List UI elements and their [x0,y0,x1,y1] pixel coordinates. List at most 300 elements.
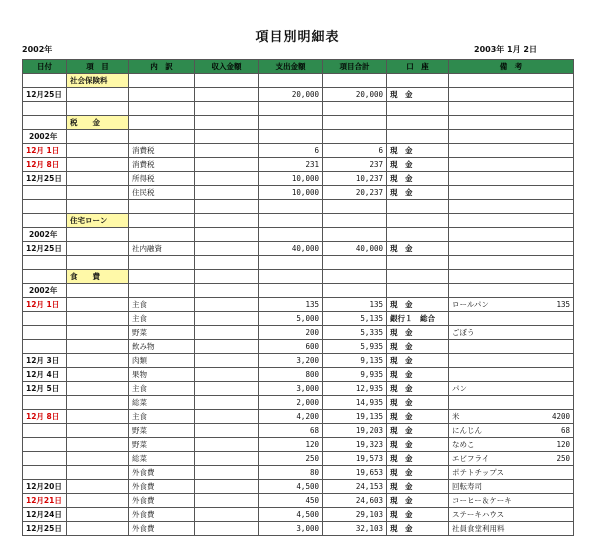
cell-empty [259,214,323,228]
expense-cell: 450 [259,494,323,508]
cell-empty [195,214,259,228]
date-cell: 12月20日 [23,480,67,494]
table-row [23,522,574,536]
detail-cell: 主食 [129,410,195,424]
total-cell: 40,000 [323,242,387,256]
date-cell: 12月 1日 [23,144,67,158]
cell-empty [259,284,323,298]
account-cell: 現 金 [387,522,449,536]
expense-cell: 40,000 [259,242,323,256]
print-date: 2003年 1月 2日 [474,45,537,54]
item-cell [67,396,129,410]
date-cell: 12月25日 [23,172,67,186]
date-cell: 12月25日 [23,522,67,536]
col-header-note: 備 考 [449,60,574,74]
account-cell: 現 金 [387,452,449,466]
note-text: ロールパン [452,300,489,309]
cell-empty [259,102,323,116]
account-cell: 現 金 [387,242,449,256]
total-cell: 19,653 [323,466,387,480]
total-cell: 10,237 [323,172,387,186]
table-row [23,354,574,368]
account-cell: 現 金 [387,172,449,186]
cell-empty [23,74,67,88]
income-cell [195,312,259,326]
detail-cell: 外食費 [129,494,195,508]
cell-empty [195,130,259,144]
total-cell: 12,935 [323,382,387,396]
income-cell [195,354,259,368]
table-row [23,466,574,480]
date-cell: 12月 5日 [23,382,67,396]
account-cell: 現 金 [387,354,449,368]
income-cell [195,466,259,480]
cell-empty [67,256,129,270]
expense-cell: 4,500 [259,508,323,522]
account-cell: 現 金 [387,298,449,312]
account-cell: 現 金 [387,438,449,452]
cell-empty [449,256,574,270]
cell-empty [195,228,259,242]
cell-empty [387,256,449,270]
note-cell [449,466,574,480]
expense-cell: 10,000 [259,172,323,186]
item-cell [67,494,129,508]
category-row [23,74,574,88]
table-row [23,88,574,102]
note-amount: 4200 [551,412,570,421]
note-text: 社員食堂利用料 [452,524,505,533]
year-cell: 2002年 [23,228,67,242]
detail-cell: 消費税 [129,158,195,172]
income-cell [195,382,259,396]
expense-cell: 231 [259,158,323,172]
cell-empty [67,102,129,116]
cell-empty [23,116,67,130]
item-cell [67,354,129,368]
cell-empty [259,74,323,88]
cell-empty [323,284,387,298]
detail-cell: 野菜 [129,438,195,452]
date-cell [23,340,67,354]
table-row [23,172,574,186]
item-cell [67,298,129,312]
date-cell: 12月 4日 [23,368,67,382]
cell-empty [323,116,387,130]
account-cell: 現 金 [387,382,449,396]
cell-empty [129,102,195,116]
cell-empty [259,228,323,242]
note-cell [449,158,574,172]
note-cell [449,480,574,494]
ledger-table [22,59,574,536]
total-cell: 9,135 [323,354,387,368]
note-text: ポテトチップス [452,468,504,477]
account-cell: 現 金 [387,144,449,158]
note-text: なめこ [452,440,475,449]
date-cell [23,186,67,200]
cell-empty [67,200,129,214]
table-row [23,410,574,424]
cell-empty [129,228,195,242]
col-header-date: 日付 [23,60,67,74]
cell-empty [449,74,574,88]
account-cell: 現 金 [387,158,449,172]
expense-cell: 135 [259,298,323,312]
item-cell [67,172,129,186]
total-cell: 237 [323,158,387,172]
cell-empty [129,256,195,270]
expense-cell: 10,000 [259,186,323,200]
detail-cell: 所得税 [129,172,195,186]
note-text: ステーキハウス [452,510,505,519]
total-cell: 19,573 [323,452,387,466]
total-cell: 9,935 [323,368,387,382]
expense-cell: 6 [259,144,323,158]
item-cell [67,410,129,424]
date-cell [23,438,67,452]
income-cell [195,172,259,186]
table-row [23,452,574,466]
date-cell [23,424,67,438]
year-cell: 2002年 [23,130,67,144]
cell-empty [129,284,195,298]
expense-cell: 250 [259,452,323,466]
date-cell: 12月 1日 [23,298,67,312]
detail-cell: 外食費 [129,480,195,494]
cell-empty [387,102,449,116]
note-cell [449,522,574,536]
table-row [23,144,574,158]
category-row [23,270,574,284]
item-cell [67,480,129,494]
table-row [23,312,574,326]
item-cell [67,88,129,102]
cell-empty [195,256,259,270]
total-cell: 19,323 [323,438,387,452]
income-cell [195,158,259,172]
detail-cell: 外食費 [129,508,195,522]
total-cell: 6 [323,144,387,158]
note-cell [449,368,574,382]
cell-empty [67,284,129,298]
table-row [23,158,574,172]
total-cell: 19,203 [323,424,387,438]
year-row [23,284,574,298]
cell-empty [387,116,449,130]
detail-cell: 野菜 [129,326,195,340]
note-cell [449,354,574,368]
cell-empty [259,270,323,284]
detail-cell: 主食 [129,298,195,312]
col-header-expense: 支出金額 [259,60,323,74]
income-cell [195,424,259,438]
cell-empty [387,284,449,298]
table-row [23,340,574,354]
note-amount: 68 [560,426,570,435]
account-cell: 現 金 [387,186,449,200]
col-header-item: 項 目 [67,60,129,74]
total-cell: 29,103 [323,508,387,522]
table-row [23,396,574,410]
expense-cell: 800 [259,368,323,382]
col-header-total: 項目合計 [323,60,387,74]
date-cell: 12月21日 [23,494,67,508]
year-row [23,228,574,242]
item-cell [67,186,129,200]
date-cell [23,452,67,466]
category-label: 食 費 [67,270,129,284]
cell-empty [449,130,574,144]
income-cell [195,452,259,466]
cell-empty [387,228,449,242]
account-cell: 現 金 [387,88,449,102]
date-cell: 12月24日 [23,508,67,522]
note-cell [449,326,574,340]
cell-empty [323,74,387,88]
income-cell [195,396,259,410]
cell-empty [129,270,195,284]
cell-empty [323,214,387,228]
date-cell: 12月 8日 [23,158,67,172]
col-header-account: 口 座 [387,60,449,74]
expense-cell: 80 [259,466,323,480]
account-cell: 現 金 [387,480,449,494]
account-cell: 現 金 [387,424,449,438]
cell-empty [387,270,449,284]
note-cell [449,396,574,410]
note-text: 米 [452,412,460,421]
cell-empty [323,256,387,270]
cell-empty [67,130,129,144]
cell-empty [129,116,195,130]
detail-cell: 住民税 [129,186,195,200]
year-row [23,130,574,144]
total-cell: 32,103 [323,522,387,536]
note-text: 回転寿司 [452,482,482,491]
note-cell [449,172,574,186]
table-row [23,326,574,340]
cell-empty [449,116,574,130]
cell-empty [387,214,449,228]
total-cell: 5,135 [323,312,387,326]
cell-empty [23,256,67,270]
total-cell: 24,603 [323,494,387,508]
note-text: コーヒー＆ケーキ [452,496,512,505]
table-row [23,382,574,396]
note-text: エビフライ [452,454,490,463]
note-text: ごぼう [452,328,475,337]
total-cell: 135 [323,298,387,312]
expense-cell: 120 [259,438,323,452]
cell-empty [323,270,387,284]
cell-empty [195,270,259,284]
cell-empty [449,228,574,242]
cell-empty [323,130,387,144]
detail-cell: 総菜 [129,452,195,466]
item-cell [67,452,129,466]
table-row [23,368,574,382]
year-label: 2002年 [22,45,53,54]
cell-empty [323,228,387,242]
note-cell [449,88,574,102]
table-row [23,298,574,312]
item-cell [67,340,129,354]
document-title: 項目別明細表 [255,30,340,45]
item-cell [67,368,129,382]
detail-cell: 外食費 [129,522,195,536]
date-cell: 12月 3日 [23,354,67,368]
income-cell [195,242,259,256]
item-cell [67,326,129,340]
table-row [23,480,574,494]
cell-empty [129,214,195,228]
cell-empty [387,200,449,214]
cell-empty [259,200,323,214]
cell-empty [449,200,574,214]
expense-cell: 4,200 [259,410,323,424]
total-cell: 14,935 [323,396,387,410]
blank-row [23,102,574,116]
note-cell [449,298,574,312]
date-cell: 12月25日 [23,88,67,102]
item-cell [67,522,129,536]
income-cell [195,144,259,158]
detail-cell: 肉類 [129,354,195,368]
note-cell [449,144,574,158]
total-cell: 19,135 [323,410,387,424]
cell-empty [195,102,259,116]
cell-empty [195,74,259,88]
detail-cell: 総菜 [129,396,195,410]
cell-empty [449,270,574,284]
header-row [23,60,574,74]
expense-cell: 5,000 [259,312,323,326]
total-cell: 20,000 [323,88,387,102]
income-cell [195,298,259,312]
category-label: 税 金 [67,116,129,130]
income-cell [195,494,259,508]
detail-cell: 消費税 [129,144,195,158]
cell-empty [195,116,259,130]
account-cell: 現 金 [387,466,449,480]
expense-cell: 2,000 [259,396,323,410]
note-cell [449,312,574,326]
expense-cell: 200 [259,326,323,340]
note-cell [449,340,574,354]
cell-empty [23,214,67,228]
total-cell: 5,335 [323,326,387,340]
cell-empty [129,200,195,214]
income-cell [195,522,259,536]
cell-empty [195,200,259,214]
cell-empty [387,74,449,88]
note-amount: 250 [556,454,570,463]
date-cell [23,396,67,410]
detail-cell: 社内融資 [129,242,195,256]
account-cell: 現 金 [387,340,449,354]
note-text: にんじん [452,426,482,435]
item-cell [67,242,129,256]
income-cell [195,480,259,494]
note-amount: 120 [556,440,570,449]
account-cell: 現 金 [387,508,449,522]
cell-empty [129,74,195,88]
table-row [23,242,574,256]
table-row [23,508,574,522]
item-cell [67,312,129,326]
col-header-detail: 内 訳 [129,60,195,74]
item-cell [67,438,129,452]
category-label: 住宅ローン [67,214,129,228]
expense-cell: 3,200 [259,354,323,368]
item-cell [67,382,129,396]
date-cell: 12月 8日 [23,410,67,424]
account-cell: 現 金 [387,494,449,508]
detail-cell: 野菜 [129,424,195,438]
cell-empty [449,102,574,116]
income-cell [195,368,259,382]
note-amount: 135 [556,300,570,309]
category-row [23,214,574,228]
expense-cell: 600 [259,340,323,354]
note-cell [449,508,574,522]
cell-empty [449,214,574,228]
detail-cell: 主食 [129,312,195,326]
income-cell [195,88,259,102]
detail-cell [129,88,195,102]
note-cell [449,410,574,424]
total-cell: 20,237 [323,186,387,200]
income-cell [195,438,259,452]
ledger-body [23,74,574,536]
account-cell: 銀行１ 総合 [387,312,449,326]
cell-empty [67,228,129,242]
note-cell [449,186,574,200]
income-cell [195,508,259,522]
year-cell: 2002年 [23,284,67,298]
date-cell [23,312,67,326]
detail-cell: 外食費 [129,466,195,480]
cell-empty [387,130,449,144]
blank-row [23,256,574,270]
total-cell: 5,935 [323,340,387,354]
item-cell [67,508,129,522]
account-cell: 現 金 [387,368,449,382]
expense-cell: 3,000 [259,522,323,536]
note-cell [449,242,574,256]
detail-cell: 主食 [129,382,195,396]
table-row [23,438,574,452]
item-cell [67,466,129,480]
note-cell [449,438,574,452]
cell-empty [129,130,195,144]
account-cell: 現 金 [387,326,449,340]
cell-empty [259,256,323,270]
cell-empty [23,270,67,284]
note-cell [449,424,574,438]
note-cell [449,382,574,396]
expense-cell: 68 [259,424,323,438]
cell-empty [195,284,259,298]
category-row [23,116,574,130]
cell-empty [259,116,323,130]
item-cell [67,424,129,438]
note-cell [449,452,574,466]
cell-empty [449,284,574,298]
item-cell [67,158,129,172]
date-cell [23,326,67,340]
